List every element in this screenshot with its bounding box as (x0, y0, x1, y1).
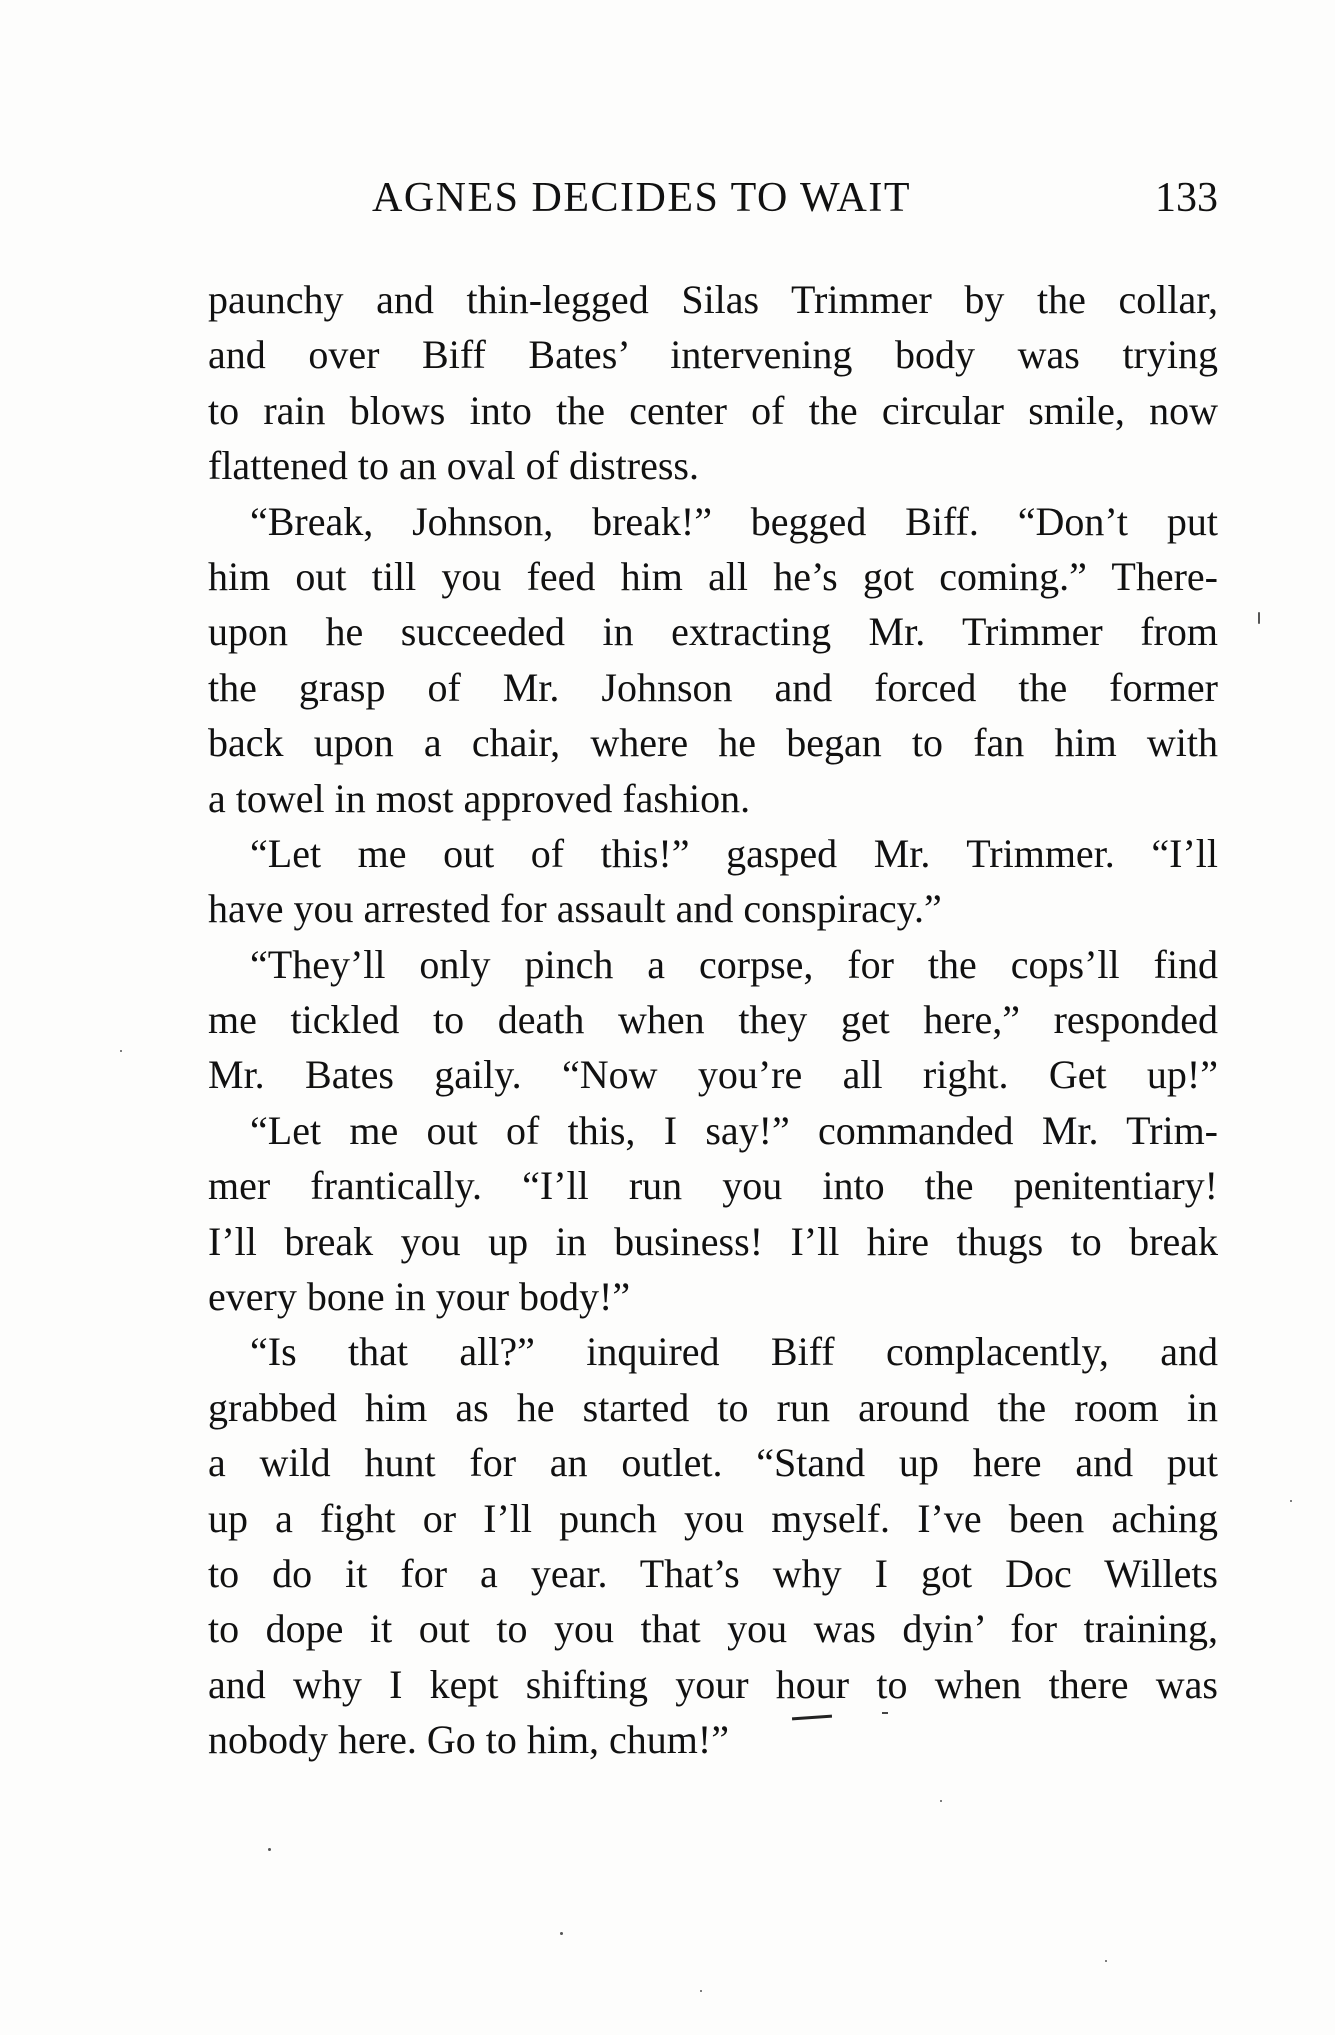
page-header (372, 168, 1218, 228)
text-line: grabbed him as he started to run around the room in (208, 1384, 1218, 1430)
text-line: and over Biff Bates’ intervening body was trying (208, 332, 1218, 378)
text-line: I’ll break you up in business! I’ll hire thugs to break (208, 1218, 1218, 1264)
text-line: mer frantically. “I’ll run you into the penitentiary! (208, 1163, 1218, 1209)
text-line: every bone in your body!” (208, 1274, 631, 1320)
paper-speck (120, 1050, 122, 1052)
paper-speck (560, 1932, 563, 1935)
text-line: “Let me out of this!” gasped Mr. Trimmer. “I’ll (250, 830, 1218, 876)
text-line: to do it for a year. That’s why I got Doc Willets (208, 1550, 1218, 1596)
text-line: “Is that all?” inquired Biff complacently, and (250, 1329, 1218, 1375)
text-line: back upon a chair, where he began to fan him with (208, 720, 1218, 766)
text-line: up a fight or I’ll punch you myself. I’ve been aching (208, 1495, 1218, 1541)
text-line: paunchy and thin-legged Silas Trimmer by the collar, (208, 277, 1218, 322)
text-line: to rain blows into the center of the circular smile, now (208, 387, 1218, 433)
text-line: “Let me out of this, I say!” commanded Mr. Trim- (250, 1107, 1218, 1153)
text-line: me tickled to death when they get here,” responded (208, 997, 1218, 1043)
body-text (208, 272, 1218, 1768)
text-line: “They’ll only pinch a corpse, for the cops’ll find (250, 941, 1218, 987)
text-line: Mr. Bates gaily. “Now you’re all right. Get up!” (208, 1052, 1218, 1098)
paper-speck (700, 1990, 702, 1992)
text-line: the grasp of Mr. Johnson and forced the former (208, 664, 1218, 710)
paper-speck (268, 1848, 271, 1851)
text-line: “Break, Johnson, break!” begged Biff. “Don’t put (250, 498, 1218, 544)
text-line: nobody here. Go to him, chum!” (208, 1717, 729, 1763)
text-line: him out till you feed him all he’s got coming.” There- (208, 553, 1218, 599)
text-line: upon he succeeded in extracting Mr. Trimmer from (208, 609, 1218, 655)
text-line: have you arrested for assault and conspiracy.” (208, 886, 942, 932)
paper-speck (940, 1800, 942, 1802)
text-line: a wild hunt for an outlet. “Stand up here and put (208, 1440, 1218, 1486)
paper-speck (1105, 1960, 1107, 1962)
running-head: AGNES DECIDES TO WAIT (372, 175, 912, 221)
ink-mark (882, 1712, 888, 1714)
text-line: and why I kept shifting your hour to when there was (208, 1661, 1218, 1707)
text-line: flattened to an oval of distress. (208, 443, 699, 489)
paper-speck (1290, 1500, 1292, 1502)
text-line: a towel in most approved fashion. (208, 775, 751, 821)
text-line: to dope it out to you that you was dyin’ for training, (208, 1606, 1218, 1652)
page-number: 133 (1155, 175, 1218, 221)
margin-speck (1258, 612, 1260, 624)
